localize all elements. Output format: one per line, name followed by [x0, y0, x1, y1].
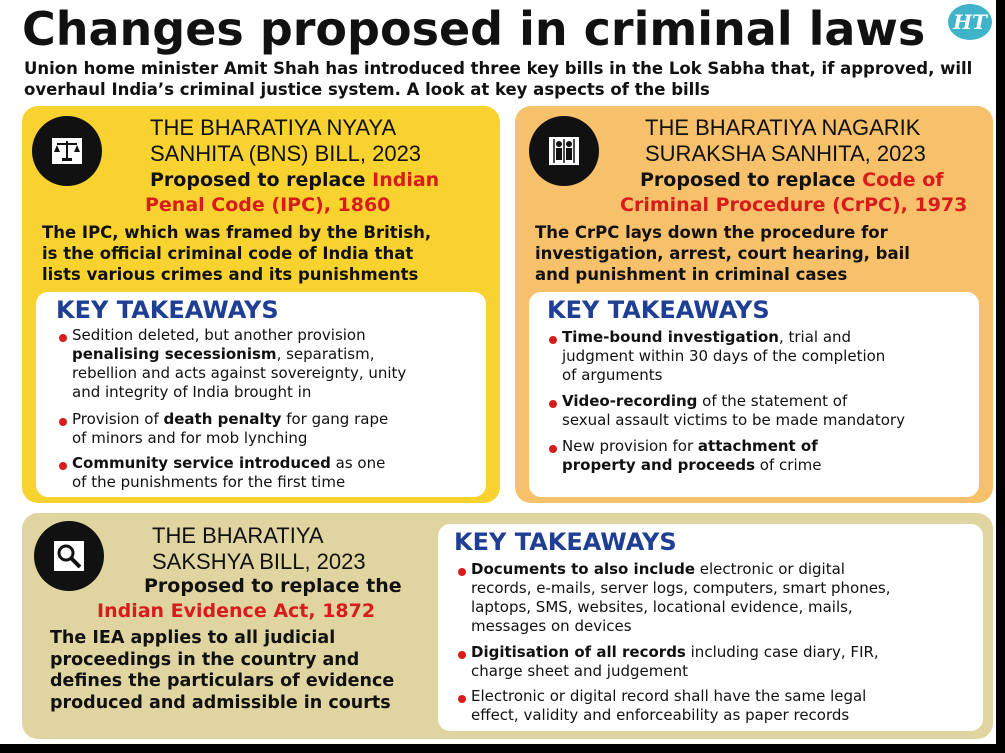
bns-b2-l1	[72, 410, 388, 429]
bns-b2-pre: Provision of	[72, 410, 164, 428]
bsb-b1-bold: Documents to also include	[471, 560, 695, 578]
page-title: Changes proposed in criminal laws	[22, 2, 926, 56]
bsb-replace-line2: Indian Evidence Act, 1872	[97, 600, 376, 622]
frame-shadow-bottom	[0, 744, 1005, 753]
bnss-replace-prefix: Proposed to replace	[640, 169, 863, 191]
bullet-dot	[59, 418, 67, 426]
magnifying-glass-document-icon	[34, 521, 104, 591]
bnss-b1-l3: of arguments	[562, 366, 663, 384]
bullet-dot	[549, 400, 557, 408]
bnss-b1-l2: judgment within 30 days of the completion	[562, 347, 886, 365]
people-behind-bars-icon	[529, 116, 599, 186]
bsb-replace-line1: Proposed to replace the	[144, 575, 402, 597]
bsb-title-line2: SAKSHYA BILL, 2023	[152, 549, 366, 574]
scales-of-justice-icon	[32, 116, 102, 186]
bns-bullet-2	[72, 410, 388, 448]
bns-replace-prefix: Proposed to replace	[150, 169, 373, 191]
bnss-b2-l1	[562, 392, 905, 411]
bnss-b1-bold: Time-bound investigation	[562, 328, 779, 346]
bullet-dot	[458, 695, 466, 703]
bns-panel	[22, 106, 500, 503]
bns-replace-line1	[150, 168, 439, 192]
bns-desc-line1: The IPC, which was framed by the British,	[42, 223, 432, 242]
bnss-b3-l2	[562, 456, 821, 475]
bnss-desc-line3: and punishment in criminal cases	[535, 265, 848, 284]
bsb-takeaways-heading: KEY TAKEAWAYS	[454, 528, 677, 556]
bns-b2-l2: of minors and for mob lynching	[72, 429, 308, 447]
bns-b1-l4: and integrity of India brought in	[72, 383, 312, 401]
intro-text: Union home minister Amit Shah has introduced three key bills in the Lok Sabha that, if approved, will overhaul India’s criminal justice system. A look at key aspects of the bills	[24, 59, 973, 99]
bnss-desc-line1: The CrPC lays down the procedure for	[535, 223, 888, 242]
bsb-bullet-3	[471, 687, 866, 725]
bsb-b1-l4: messages on devices	[471, 617, 632, 635]
bsb-b2-bold: Digitisation of all records	[471, 643, 686, 661]
bsb-b2-l2: charge sheet and judgement	[471, 662, 688, 680]
bnss-bullet-1	[562, 328, 885, 385]
bsb-takeaways-box	[438, 524, 983, 731]
bnss-b2-post: of the statement of	[697, 392, 848, 410]
bns-b2-bold: death penalty	[163, 410, 282, 428]
bullet-dot	[549, 336, 557, 344]
bns-desc-line3: lists various crimes and its punishments	[42, 265, 419, 284]
bnss-replace-line1	[640, 168, 944, 192]
bns-title-line2: SANHITA (BNS) BILL, 2023	[150, 141, 422, 166]
bnss-bullet-3	[562, 437, 821, 475]
bns-bullet-1	[72, 326, 406, 402]
bnss-takeaways-box	[529, 292, 979, 497]
bns-title-line1: THE BHARATIYA NYAYA	[150, 115, 397, 140]
bnss-replace-line2: Criminal Procedure (CrPC), 1973	[620, 194, 968, 216]
bsb-desc-line3: defines the particulars of evidence	[50, 671, 395, 691]
bsb-b3-l2: effect, validity and enforceability as paper records	[471, 706, 850, 724]
bnss-replace-red1: Code of	[862, 169, 944, 191]
bsb-desc-line1: The IEA applies to all judicial	[50, 628, 336, 648]
bnss-b2-bold: Video-recording	[562, 392, 698, 410]
bsb-title-line1: THE BHARATIYA	[152, 523, 324, 548]
bns-replace-red1: Indian	[372, 169, 440, 191]
bnss-takeaways-heading: KEY TAKEAWAYS	[547, 296, 770, 324]
bullet-dot	[458, 568, 466, 576]
bullet-dot	[59, 462, 67, 470]
bnss-b1-l1	[562, 328, 885, 347]
bnss-b1-post: , trial and	[778, 328, 852, 346]
frame-shadow-right	[996, 0, 1005, 753]
bns-desc-line2: is the official criminal code of India that	[42, 244, 414, 263]
bns-b1-rest: , separatism,	[276, 345, 375, 363]
bsb-desc-line4: produced and admissible in courts	[50, 692, 391, 713]
bnss-bullet-2	[562, 392, 905, 430]
bsb-b2-post: including case diary, FIR,	[685, 643, 879, 661]
bns-b1-l1: Sedition deleted, but another provision	[72, 326, 366, 344]
bullet-dot	[59, 334, 67, 342]
bnss-title-line2: SURAKSHA SANHITA, 2023	[645, 141, 926, 166]
bns-replace-line2: Penal Code (IPC), 1860	[145, 194, 391, 216]
bullet-dot	[458, 651, 466, 659]
bnss-b3-post: of crime	[755, 456, 822, 474]
bnss-b3-l1	[562, 437, 821, 456]
bnss-b2-l2: sexual assault victims to be made mandatory	[562, 411, 905, 429]
bns-b3-l1	[72, 454, 385, 473]
bsb-b1-post: electronic or digital	[695, 560, 845, 578]
bsb-desc-line2: proceedings in the country and	[50, 649, 360, 670]
bsb-b1-l1	[471, 560, 891, 579]
bnss-panel	[515, 106, 993, 503]
bullet-dot	[549, 445, 557, 453]
bnss-desc-line2: investigation, arrest, court hearing, bail	[535, 244, 910, 263]
bnss-b3-bold2: property and proceeds	[562, 456, 756, 474]
bsb-bullet-1	[471, 560, 891, 636]
bsb-b2-l1	[471, 643, 879, 662]
bns-b1-l3: rebellion and acts against sovereignty, unity	[72, 364, 407, 382]
bns-b1-bold: penalising secessionism	[72, 345, 277, 363]
bsb-bullet-2	[471, 643, 879, 681]
bns-b3-bold: Community service introduced	[72, 454, 331, 472]
bns-bullet-3	[72, 454, 385, 492]
bns-b2-post: for gang rape	[281, 410, 389, 428]
bnss-title-line1: THE BHARATIYA NAGARIK	[645, 115, 921, 140]
bsb-panel	[22, 513, 993, 739]
bns-takeaways-box	[36, 292, 486, 497]
bsb-b1-l2: records, e-mails, server logs, computers, smart phones,	[471, 579, 891, 597]
bns-takeaways-heading: KEY TAKEAWAYS	[56, 296, 279, 324]
ht-logo: HT	[948, 4, 992, 40]
bns-b3-l2: of the punishments for the first time	[72, 473, 346, 491]
bns-b3-post: as one	[330, 454, 386, 472]
bsb-b1-l3: laptops, SMS, websites, locational evidence, mails,	[471, 598, 853, 616]
bnss-b3-bold1: attachment of	[697, 437, 818, 455]
bns-b1-l2	[72, 345, 406, 364]
bsb-b3-l1: Electronic or digital record shall have the same legal	[471, 687, 867, 705]
bnss-b3-pre: New provision for	[562, 437, 698, 455]
